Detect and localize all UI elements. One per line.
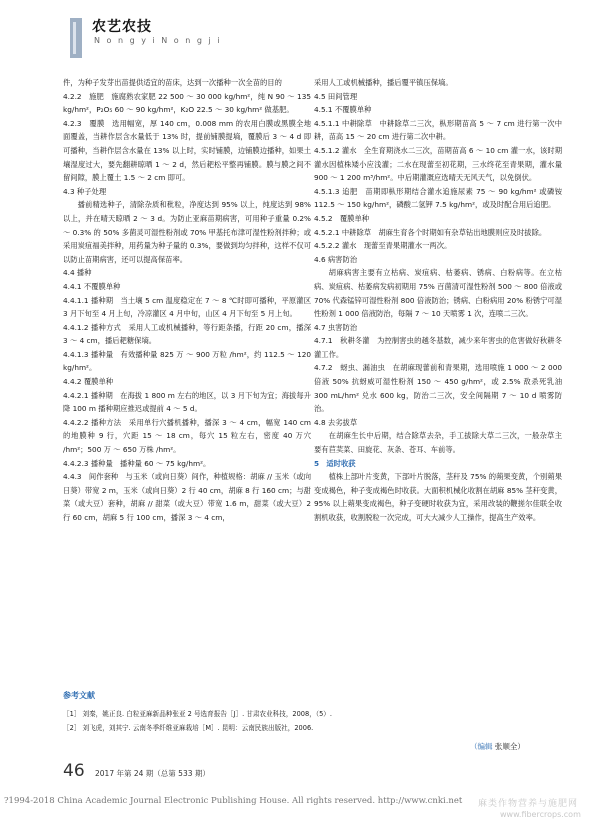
paragraph: 4.2.3 覆膜 选用幅宽，厚 140 cm，0.008 mm 的农用白膜或黑膜全地面覆盖，当耕作层含水量低于 13% 时，提前铺膜提墒，覆膜后 3 ～ 4 d 即可播种，当耕作层含水量在 13% 以上时，实时铺膜，边铺膜边播种，如果土壤湿度过大，要先翻耕晾晒 1 ～ 2 d，然后耙松平整再铺膜。膜与膜之间不留间隙，膜上覆土 1.5 ～ 2 cm 即可。 <box>63 118 311 183</box>
paragraph: 4.4 播种 <box>63 268 92 278</box>
paragraph: 5 适时收获 <box>314 458 356 468</box>
editor-note <box>470 741 525 752</box>
paragraph: 4.4.2.3 播种量 播种量 60 ～ 75 kg/hm²。 <box>63 458 211 468</box>
right-column <box>314 76 562 525</box>
page-number: 46 <box>63 761 85 781</box>
paragraph: 胡麻病害主要有立枯病、炭疽病、枯萎病、锈病、白粉病等。在立枯病、炭疽病、枯萎病发病初期用 75% 百菌清可湿性粉剂 500 ～ 800 倍液或 70% 代森锰锌可湿性粉剂 800 倍液防治；锈病、白粉病用 20% 粉锈宁可湿性粉剂 1 000 倍液防治，每隔 7 ～ 10 天喷雾 1 次，连喷二三次。 <box>314 268 562 319</box>
paragraph: 4.5.1.2 灌水 全生育期浇水二三次，苗期苗高 6 ～ 10 cm 灌一水，该时期灌水因植株矮小应浅灌；二水在现蕾至初花期，三水终花至青果期，灌水量 900 ～ 1 200 m³/hm²。中后期灌溉应选晴天无风天气，以免倒伏。 <box>314 145 562 183</box>
paragraph: 4.7.1 秋耕冬灌 为控制害虫的越冬基数，减少来年害虫的危害做好秋耕冬灌工作。 <box>314 336 562 359</box>
paragraph: 4.4.2.1 播种期 在海拔 1 800 m 左右的地区，以 3 月下旬为宜；海拔每升降 100 m 播种期应推迟或提前 4 ～ 5 d。 <box>63 390 311 414</box>
paragraph: 4.7.2 蚜虫、漏油虫 在胡麻现蕾前和青果期，选用喷施 1 000 ～ 2 000 倍液 50% 抗蚜威可湿性粉剂 150 ～ 450 g/hm²，或 2.5% 敌杀死乳油 300 mL/hm² 兑水 600 kg，防治二三次，安全间隔期 7 ～ 10 d 喷雾防治。 <box>314 363 562 414</box>
header-decor-bar <box>70 18 82 58</box>
paragraph: 4.4.1.2 播种方式 采用人工或机械播种，等行距条播，行距 20 cm，播深 3 ～ 4 cm，播后耙糖保墒。 <box>63 322 311 346</box>
paragraph: 4.5.2.1 中耕除草 胡麻生育各个时期如有杂草钻出地膜则应及时拔除。 <box>314 227 547 237</box>
paragraph: 4.6 病害防治 <box>314 254 358 264</box>
paragraph: 4.4.1.1 播种期 当土壤 5 cm 温度稳定在 7 ～ 8 ℃时即可播种，平原灌区 3 月下旬至 4 月上旬，冷凉灌区 4 月中旬，山区 4 月下旬至 5 月上旬。 <box>63 295 311 319</box>
watermark-url: www.fibercrops.com <box>500 810 581 819</box>
references-title: 参考文献 <box>63 691 95 700</box>
paragraph: 4.5.1 不覆膜单种 <box>314 105 372 115</box>
paragraph: 4.3 种子处理 <box>63 186 107 196</box>
editor-label: （编辑 <box>470 742 493 751</box>
issue-info: 2017 年第 24 期（总第 533 期） <box>95 769 210 778</box>
paragraph: 4.2.2 施肥 施腐熟农家肥 22 500 ～ 30 000 kg/hm²，纯 N 90 ～ 135 kg/hm²，P₂O₅ 60 ～ 90 kg/hm²，K₂O 22.5 ～ 30 kg/hm² 做基肥。 <box>63 91 311 115</box>
paragraph: 4.5.2 覆膜单种 <box>314 213 370 223</box>
copyright-line: ?1994-2018 China Academic Journal Electronic Publishing House. All rights reserved. http://www.cnki.net <box>4 796 463 806</box>
paragraph: 4.8 去劣拔草 <box>314 417 358 427</box>
paragraph: 播前精选种子，清除杂质和秕粒，净度达到 95% 以上，纯度达到 98% 以上，并在晴天晾晒 2 ～ 3 d。为防止亚麻苗期病害，可用种子重量 0.2% ～ 0.3% 的 50% 多菌灵可湿性粉剂或 70% 甲基托布津可湿性粉剂拌种；或采用炭疽福美拌种，用药量为种子量的 0.3%，要做到均匀拌种，这样不仅可以防止苗期病害，还可以提高保苗率。 <box>63 200 311 264</box>
paragraph: 4.5.1.1 中耕除草 中耕除草二三次，枞形期苗高 5 ～ 7 cm 进行第一次中耕，苗高 15 ～ 20 cm 进行第二次中耕。 <box>314 118 562 142</box>
paragraph: 4.4.1.3 播种量 有效播种量 825 万 ～ 900 万粒 /hm²，约 112.5 ～ 120 kg/hm²。 <box>63 349 311 373</box>
left-column <box>63 76 311 525</box>
watermark-text: 麻类作物营养与施肥网 <box>478 799 579 809</box>
paragraph: 件，为种子发芽出苗提供适宜的苗床，达到一次播种一次全苗的目的 <box>63 78 282 87</box>
references <box>63 690 563 736</box>
paragraph: 4.4.1 不覆膜单种 <box>63 281 121 291</box>
paragraph: 4.4.3 间作套种 与玉米（或向日葵）间作，种植规格：胡麻 // 玉米（或向日葵）带宽 2 m，玉米（或向日葵）2 行 40 cm，胡麻 8 行 160 cm；与甜菜（或大豆）套种，胡麻 // 甜菜（或大豆）带宽 1.6 m，甜菜（或大豆）2 行 60 cm，胡麻 5 行 100 cm，播深 3 ～ 4 cm， <box>63 472 311 522</box>
column-pinyin: N o n g y i N o n g j i <box>94 36 222 45</box>
reference-item: ［1］ 刘秦，姚正良. 白粒亚麻新品种张亚 2 号选育报告［J］. 甘肃农业科技，2008，（5）. <box>63 710 332 718</box>
reference-item: ［2］ 刘飞虎，刘其宁. 云南冬季纤维亚麻栽培［M］. 昆明：云南民族出版社，2006. <box>63 724 314 732</box>
paragraph: 4.5.1.3 追肥 苗期即枞形期结合灌水追施尿素 75 ～ 90 kg/hm² 或磷铵 112.5 ～ 150 kg/hm²，磷酸二氢钾 7.5 kg/hm²，或及时配合用后追肥。 <box>314 186 562 210</box>
column-title: 农艺农技 <box>92 19 152 35</box>
paragraph: 采用人工或机械播种，播后覆平镇压保墒。 <box>314 78 453 87</box>
paragraph: 植株上部叶片变黄，下部叶片脱落，茎秆及 75% 的蒴果变黄，个别蒴果变成褐色，种子变成褐色时收获。大面积机械化收割在胡麻 85% 茎秆变黄，95% 以上蒴果变成褐色，种子变硬时收获为宜，采用改装的鞭搓尔佳联全收割机收获，收割脱粒一次完成，可大大减少人工操作，提高生产效率。 <box>314 472 562 522</box>
paragraph: 4.4.2.2 播种方法 采用单行穴播机播种，播深 3 ～ 4 cm，幅宽 140 cm 的地膜种 9 行，穴距 15 ～ 18 cm，每穴 15 粒左右，密度 40 万穴 /hm²；500 万 ～ 650 万株 /hm²。 <box>63 417 311 455</box>
paragraph: 4.5.2.2 灌水 现蕾至青果期灌水一两次。 <box>314 241 452 251</box>
paragraph: 4.7 虫害防治 <box>314 322 358 332</box>
paragraph: 在胡麻生长中后期，结合除草去杂，手工拔除大草二三次，一般杂草主要有苣荬菜、田旋花、灰条、苍耳、车前等。 <box>314 431 562 455</box>
editor-name: 张顺全） <box>492 742 525 751</box>
paragraph: 4.5 田间管理 <box>314 91 358 101</box>
paragraph: 4.4.2 覆膜单种 <box>63 377 114 387</box>
